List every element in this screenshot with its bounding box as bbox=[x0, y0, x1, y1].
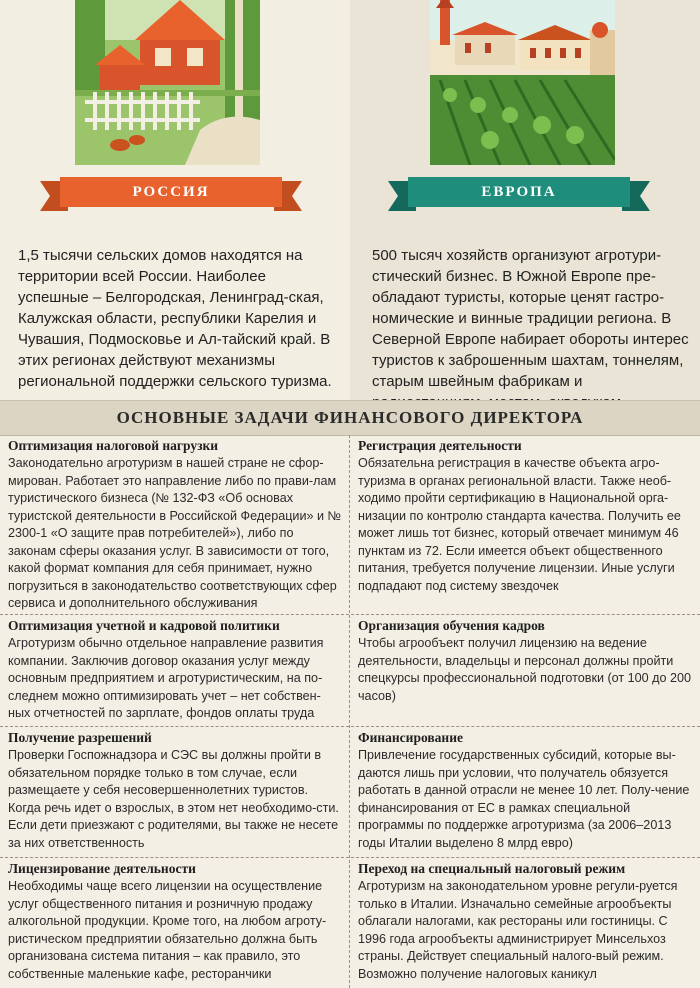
task-special-tax-regime bbox=[350, 858, 700, 988]
row-divider bbox=[0, 857, 700, 858]
task-title: Переход на специальный налоговый режим bbox=[358, 861, 626, 876]
row-divider bbox=[0, 614, 700, 615]
task-text: Агротуризм на законодательном уровне регули-руется только в Италии. Изначально семейные агрообъекты облагали налогами, как рестораны или гостиницы. С 1996 года агрообъекты администрирует Минсельхоз страны. Действует специальный налого-вый режим. Возможно получение налоговых каникул bbox=[358, 879, 678, 981]
task-text: Законодательно агротуризм в нашей стране не сфор-мирован. Работает это направление либо по прави-лам туристического бизнеса (№ 132-ФЗ «Об основах туристской деятельности в Российской Федерации» и № 2300-1 «О защите прав потребителей»), либо по законам сферы оказания услуг. В зависимости от того, какой формат компания для себя принимает, нужно погрузиться в законодательство соответствующих сфер сервиса и дополнительного обслуживания bbox=[8, 456, 342, 610]
task-title: Лицензирование деятельности bbox=[8, 861, 196, 876]
task-title: Финансирование bbox=[358, 730, 463, 745]
section-title: ОСНОВНЫЕ ЗАДАЧИ ФИНАНСОВОГО ДИРЕКТОРА bbox=[0, 400, 700, 436]
russia-ribbon-label: РОССИЯ bbox=[60, 177, 282, 207]
column-divider bbox=[349, 435, 350, 988]
tasks-grid bbox=[0, 435, 700, 988]
task-title: Организация обучения кадров bbox=[358, 618, 545, 633]
task-registration bbox=[350, 435, 700, 623]
russia-intro-text: 1,5 тысячи сельских домов находятся на территории всей России. Наиболее успешные – Белгородская, Ленинград-ская, Калужская области, республики Карелия и Чувашия, Подмосковье и Ал-тайский край. В этих регионах действуют механизмы региональной поддержки сельского туризма. bbox=[18, 247, 332, 390]
task-staff-training bbox=[350, 615, 700, 727]
task-title: Регистрация деятельности bbox=[358, 438, 522, 453]
task-permits bbox=[0, 727, 350, 859]
task-text: Привлечение государственных субсидий, которые вы-даются лишь при условии, что получатель обязуется работать в данной отрасли не менее 10 лет. Полу-чение финансирования от ЕС в рамках специальной программы по поддержке агротуризма (за 2006–2013 годы Италии выделено 8 млрд евро) bbox=[358, 748, 690, 850]
top-section bbox=[0, 0, 700, 400]
europe-illustration bbox=[430, 0, 615, 165]
task-text: Необходимы чаще всего лицензии на осуществление услуг общественного питания и розничную продажу алкогольной продукции. Кроме того, на любом агроту-ристическом предприятии обязательно должна быть организована система питания – как правило, это собственные маленькие кафе, ресторанчики bbox=[8, 879, 327, 981]
russia-illustration bbox=[75, 0, 260, 165]
task-text: Обязательна регистрация в качестве объекта агро-туризма в органах региональной власти. Также необ-ходимо пройти сертификацию в Национальной орга-низации по контролю стандарта качества. Получить ее может лишь тот бизнес, который отвечает минимум 46 пунктам из 72. Если имеется объект общественного питания, требуется получение лицензии. Иные услуги подпадают под систему звездочек bbox=[358, 456, 681, 593]
task-licensing bbox=[0, 858, 350, 988]
europe-ribbon-label: ЕВРОПА bbox=[408, 177, 630, 207]
task-title: Оптимизация налоговой нагрузки bbox=[8, 438, 219, 453]
europe-ribbon bbox=[388, 177, 650, 207]
task-tax-optimization bbox=[0, 435, 350, 623]
europe-intro-text: 500 тысяч хозяйств организуют агротури-стический бизнес. В Южной Европе пре-обладают туристы, которые ценят гастро-номические и винные традиции региона. В Северной Европе набирает обороты интерес туристов к заброшенным шахтам, тоннелям, старым швейным фабрикам и bbox=[372, 247, 689, 390]
task-title: Оптимизация учетной и кадровой политики bbox=[8, 618, 280, 633]
task-financing bbox=[350, 727, 700, 859]
task-text: Проверки Госпожнадзора и СЭС вы должны пройти в обязательном порядке только в том случае, если размещаете у себя несовершеннолетних туристов. Когда речь идет о взрослых, в этом нет необходимо-сти. Если дети приезжают с родителями, вы также не несете за них ответственность bbox=[8, 748, 339, 850]
task-text: Агротуризм обычно отдельное направление развития компании. Заключив договор оказания услуг между основным предприятием и агротуристическим, на по-следнем можно оптимизировать учет – нет собствен-ных отчетностей по зарплате, фондов оплаты труда bbox=[8, 636, 324, 720]
task-title: Получение разрешений bbox=[8, 730, 152, 745]
task-accounting-policy bbox=[0, 615, 350, 727]
russia-ribbon bbox=[40, 177, 302, 207]
row-divider bbox=[0, 726, 700, 727]
task-text: Чтобы агрообъект получил лицензию на ведение деятельности, владельцы и персонал должны пройти спецкурсы профессиональной подготовки (от 100 до 200 часов) bbox=[358, 636, 692, 703]
